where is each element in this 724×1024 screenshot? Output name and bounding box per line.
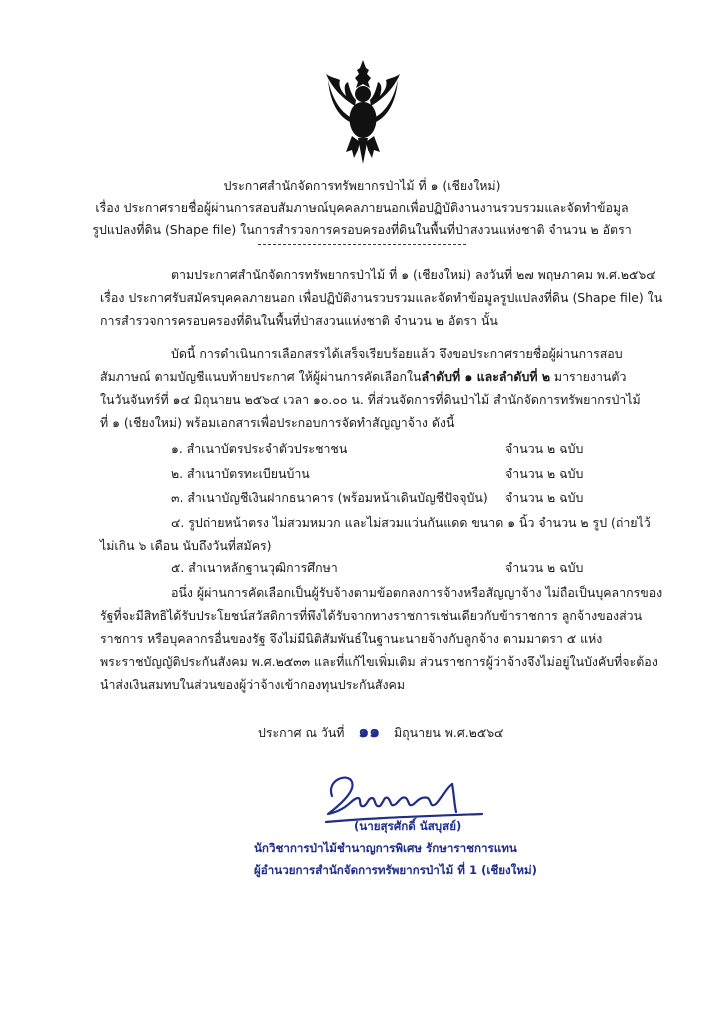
header-line-2: เรื่อง ประกาศรายชื่อผู้ผ่านการสอบสัมภาษณ์บุคคลภายนอกเพื่อปฏิบัติงานงานรวบรวมและจัดทำข้อมูล <box>95 200 629 215</box>
header-line-3: รูปแปลงที่ดิน (Shape file) ในการสำรวจการครอบครองที่ดินในพื้นที่ป่าสงวนแห่งชาติ จำนวน ๒ อัตรา <box>92 222 632 237</box>
header-line-1: ประกาศสำนักจัดการทรัพยากรป่าไม้ ที่ ๑ (เชียงใหม่) <box>223 178 501 193</box>
para2-line2: สัมภาษณ์ ตามบัญชีแนบท้ายประกาศ ให้ผู้ผ่านการคัดเลือกในลำดับที่ ๑ และลำดับที่ ๒ มารายงานตัว <box>100 369 627 384</box>
para3-line3: ราชการ หรือบุคลากรอื่นของรัฐ จึงไม่มีนิติสัมพันธ์ในฐานะนายจ้างกับลูกจ้าง ตามมาตรา ๕ แห่ง <box>100 631 603 646</box>
doc-qty-5: จำนวน ๒ ฉบับ <box>505 560 584 575</box>
signer-name: (นายสุรศักดิ์ นัสบุสย์) <box>354 819 462 833</box>
doc-item-1: ๑. สำเนาบัตรประจำตัวประชาชน <box>171 441 348 456</box>
para1-line1: ตามประกาศสำนักจัดการทรัพยากรป่าไม้ ที่ ๑ (เชียงใหม่) ลงวันที่ ๒๗ พฤษภาคม พ.ศ.๒๕๖๔ <box>171 267 656 282</box>
para3-line2: รัฐที่จะมีสิทธิได้รับประโยชน์สวัสดิการที่พึงได้รับจากทางราชการเช่นเดียวกับข้าราชการ ลูกจ้างของส่วน <box>100 608 643 623</box>
para2-line3: ในวันจันทร์ที่ ๑๔ มิถุนายน ๒๕๖๔ เวลา ๑๐.๐๐ น. ที่ส่วนจัดการที่ดินป่าไม้ สำนักจัดการทรัพยากรป่าไม้ <box>100 392 641 407</box>
para2-line1: บัดนี้ การดำเนินการเลือกสรรได้เสร็จเรียบร้อยแล้ว จึงขอประกาศรายชื่อผู้ผ่านการสอบ <box>171 346 623 361</box>
doc-qty-2: จำนวน ๒ ฉบับ <box>505 466 584 481</box>
doc-item-5: ๕. สำเนาหลักฐานวุฒิการศึกษา <box>171 560 338 575</box>
para1-line2: เรื่อง ประกาศรับสมัครบุคคลภายนอก เพื่อปฏิบัติงานรวบรวมและจัดทำข้อมูลรูปแปลงที่ดิน (Shape file) ใน <box>100 290 663 305</box>
announce-day: ๑๑ <box>358 722 381 742</box>
para1-line3: การสำรวจการครอบครองที่ดินในพื้นที่ป่าสงวนแห่งชาติ จำนวน ๒ อัตรา นั้น <box>100 313 498 328</box>
para3-line1: อนึ่ง ผู้ผ่านการคัดเลือกเป็นผู้รับจ้างตามข้อตกลงการจ้างหรือสัญญาจ้าง ไม่ถือเป็นบุคลากรของ <box>171 585 663 600</box>
doc-item-2: ๒. สำเนาบัตรทะเบียนบ้าน <box>171 466 310 481</box>
para3-line5: นำส่งเงินสมทบในส่วนของผู้ว่าจ้างเข้ากองทุนประกันสังคม <box>100 677 405 692</box>
doc-qty-1: จำนวน ๒ ฉบับ <box>505 441 584 456</box>
garuda-emblem-icon <box>322 58 404 166</box>
para2-line4: ที่ ๑ (เชียงใหม่) พร้อมเอกสารเพื่อประกอบการจัดทำสัญญาจ้าง ดังนี้ <box>100 415 455 430</box>
signer-title-2: ผู้อำนวยการสำนักจัดการทรัพยากรป่าไม้ ที่ 1 (เชียงใหม่) <box>254 863 537 877</box>
announce-date: ประกาศ ณ วันที่ ๑๑ มิถุนายน พ.ศ.๒๕๖๔ <box>258 722 504 742</box>
doc-item-4: ๔. รูปถ่ายหน้าตรง ไม่สวมหมวก และไม่สวมแว่นกันแดด ขนาด ๑ นิ้ว จำนวน ๒ รูป (ถ่ายไว้ <box>171 515 651 530</box>
signer-title-1: นักวิชาการป่าไม้ชำนาญการพิเศษ รักษาราชการแทน <box>254 841 517 855</box>
rank-highlight: ลำดับที่ ๑ และลำดับที่ ๒ <box>421 369 550 384</box>
separator-dashes <box>258 244 466 245</box>
para3-line4: พระราชบัญญัติประกันสังคม พ.ศ.๒๕๓๓ และที่แก้ไขเพิ่มเติม ส่วนราชการผู้ว่าจ้างจึงไม่อยู่ในบังคับที่จะต้อง <box>100 654 658 669</box>
doc-item-3: ๓. สำเนาบัญชีเงินฝากธนาคาร (พร้อมหน้าเดินบัญชีปัจจุบัน) <box>171 490 488 505</box>
doc-qty-3: จำนวน ๒ ฉบับ <box>505 490 584 505</box>
doc-item-4-continued: ไม่เกิน ๖ เดือน นับถึงวันที่สมัคร) <box>100 538 272 553</box>
